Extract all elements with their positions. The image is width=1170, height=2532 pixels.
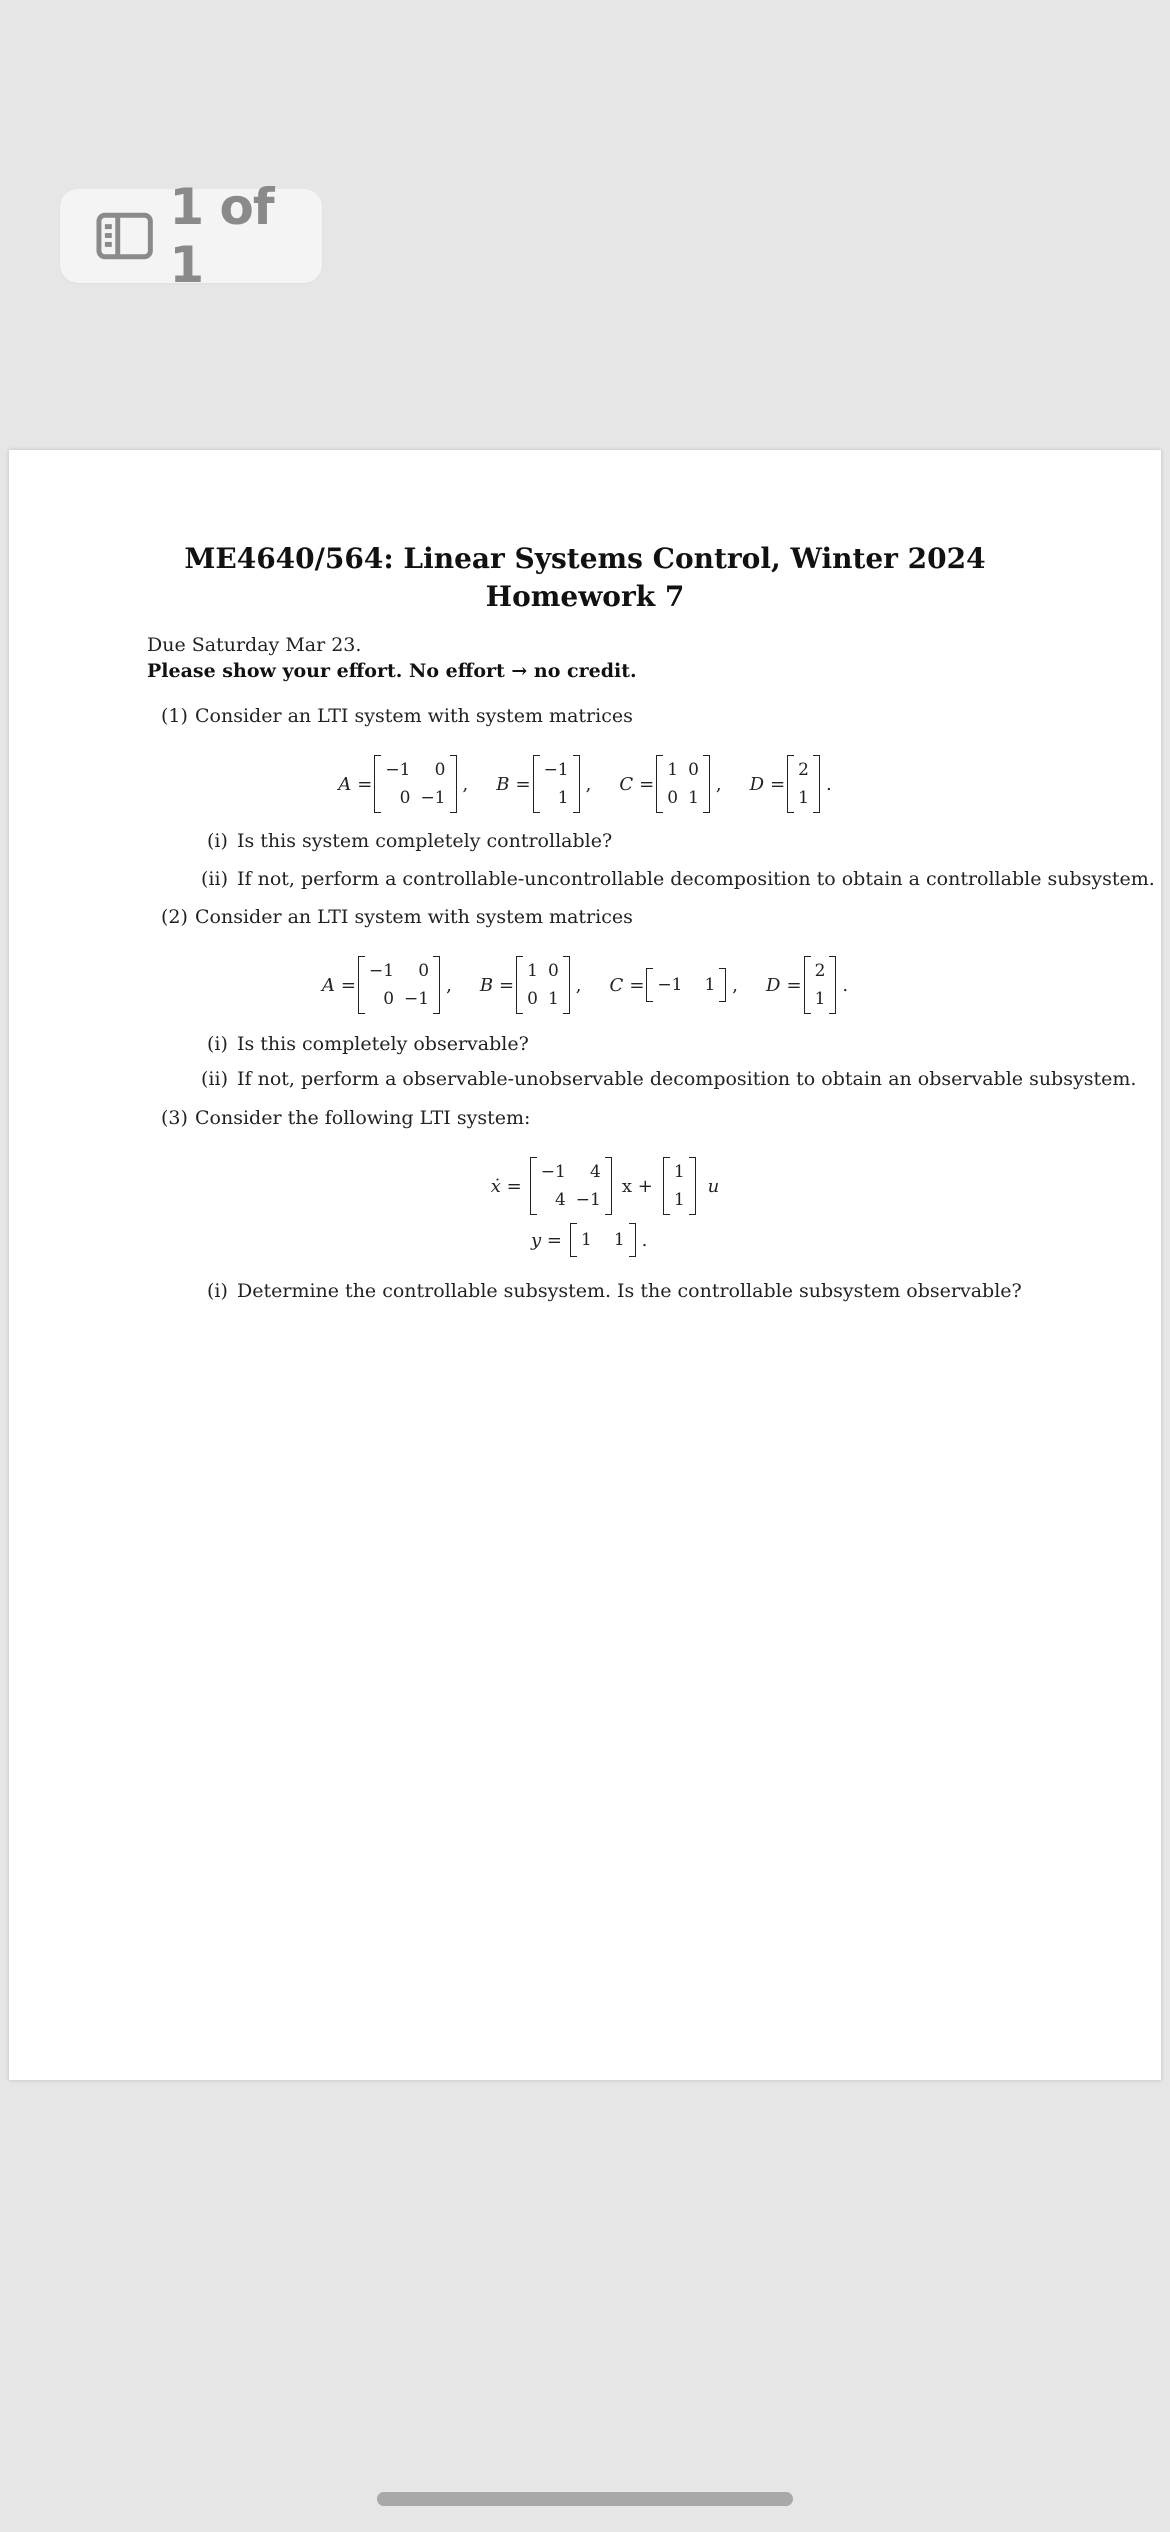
problem-2-text: Consider an LTI system with system matrices [195, 906, 633, 928]
problem-1-part-i-number: (i) [207, 830, 228, 852]
effort-note: Please show your effort. No effort → no credit. [147, 660, 637, 682]
matrix-A-2: A = −1 0 0 −1 , [322, 956, 452, 1014]
matrix-B-2: B = 1 0 0 1 , [480, 956, 582, 1014]
problem-3-number: (3) [161, 1107, 188, 1129]
problem-3-part-i-text: Determine the controllable subsystem. Is the controllable subsystem observable? [237, 1280, 1022, 1302]
problem-1-matrices [9, 752, 1161, 816]
problem-2-part-ii-text: If not, perform a observable-unobservable decomposition to obtain an observable subsystem. [237, 1068, 1137, 1090]
problem-2-part-ii-number: (ii) [201, 1068, 228, 1090]
matrix-D-2: D = 2 1 . [766, 956, 848, 1014]
problem-1-part-ii-number: (ii) [201, 868, 228, 890]
page-indicator-label: 1 of 1 [169, 178, 274, 294]
matrix-D-1: D = 2 1 . [750, 755, 832, 813]
home-indicator[interactable] [377, 2492, 793, 2506]
problem-1-part-i-text: Is this system completely controllable? [237, 830, 613, 852]
output-equation-term: y = 1 1 . [531, 1223, 647, 1257]
matrix-A-1: A = −1 0 0 −1 , [338, 755, 468, 813]
problem-3-part-i-number: (i) [207, 1280, 228, 1302]
matrix-C-2: C = −1 1 , [610, 968, 739, 1002]
problem-1-number: (1) [161, 705, 188, 727]
problem-2-number: (2) [161, 906, 188, 928]
document-subtitle: Homework 7 [485, 580, 685, 613]
page-indicator[interactable] [60, 178, 322, 294]
state-equation-lhs: ẋ = −1 4 4 −1 x + 1 1 u [491, 1157, 725, 1215]
due-date: Due Saturday Mar 23. [147, 634, 362, 656]
document-page [9, 450, 1161, 2080]
sidebar-icon [96, 212, 153, 260]
problem-1-part-ii-text: If not, perform a controllable-uncontrollable decomposition to obtain a controllable subsystem. [237, 868, 1155, 890]
output-equation [9, 1220, 1161, 1260]
problem-3-text: Consider the following LTI system: [195, 1107, 531, 1129]
problem-2-part-i-number: (i) [207, 1033, 228, 1055]
problem-1-text: Consider an LTI system with system matrices [195, 705, 633, 727]
matrix-C-1: C = 1 0 0 1 , [619, 755, 721, 813]
matrix-B-1: B = −1 1 , [496, 755, 591, 813]
problem-2-part-i-text: Is this completely observable? [237, 1033, 529, 1055]
document-title: ME4640/564: Linear Systems Control, Winter 2024 [184, 542, 986, 575]
state-equation [9, 1154, 1161, 1218]
problem-2-matrices [9, 953, 1161, 1017]
